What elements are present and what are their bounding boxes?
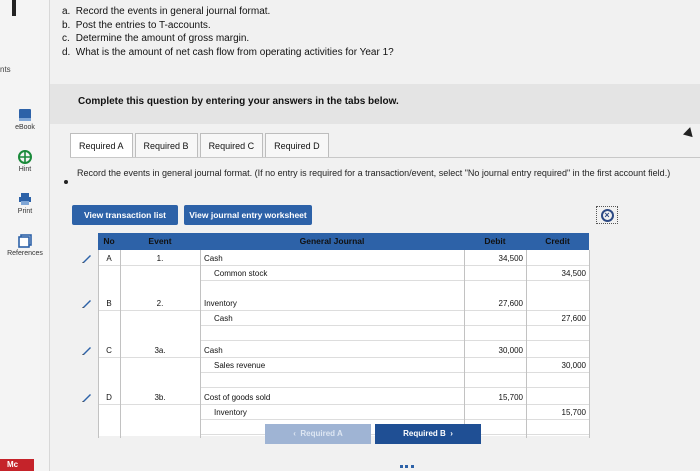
credit-field[interactable] xyxy=(526,251,589,266)
hint-icon xyxy=(18,150,32,164)
header-no: No xyxy=(103,236,115,246)
tab-required-b[interactable]: Required B xyxy=(135,133,198,157)
question-item: a. Record the events in general journal format. xyxy=(62,6,271,17)
ebook-icon xyxy=(18,108,32,122)
credit-field[interactable] xyxy=(526,373,589,388)
account-field[interactable]: Cash xyxy=(200,343,464,358)
grid-line xyxy=(200,250,201,438)
sidebar-item-label: eBook xyxy=(15,124,35,131)
instruction-text: Record the events in general journal format. (If no entry is required for a transaction/event, select "No journal entry required" in the first account field.) xyxy=(77,168,671,178)
grid-line xyxy=(98,250,99,438)
question-item: d. What is the amount of net cash flow from operating activities for Year 1? xyxy=(62,46,394,58)
references-icon xyxy=(18,234,32,248)
question-item: c. Determine the amount of gross margin. xyxy=(62,33,250,44)
debit-field[interactable]: 15,700 xyxy=(464,390,526,405)
drag-handle-icon xyxy=(400,465,414,468)
entry-event-cell: 1. xyxy=(120,251,200,266)
debit-field[interactable]: 34,500 xyxy=(464,251,526,266)
next-tab-button[interactable]: Required B › xyxy=(375,424,481,444)
sidebar-item-label: References xyxy=(7,250,43,257)
account-field[interactable]: Common stock xyxy=(200,266,464,281)
account-field[interactable] xyxy=(200,326,464,341)
entry-event-cell: 2. xyxy=(120,296,200,311)
entry-event-cell: 3a. xyxy=(120,343,200,358)
debit-field[interactable] xyxy=(464,266,526,281)
instruction-band xyxy=(50,84,700,124)
tab-bar xyxy=(70,133,331,157)
account-field[interactable]: Inventory xyxy=(200,296,464,311)
sidebar-item-print[interactable] xyxy=(0,192,50,215)
credit-field[interactable] xyxy=(526,390,589,405)
tab-divider xyxy=(70,157,700,158)
question-list xyxy=(62,5,394,59)
sidebar-item-references[interactable] xyxy=(0,234,50,257)
debit-field[interactable] xyxy=(464,405,526,420)
account-field[interactable]: Cost of goods sold xyxy=(200,390,464,405)
credit-field[interactable]: 34,500 xyxy=(526,266,589,281)
grid-line xyxy=(120,250,121,438)
points-label: nts xyxy=(0,65,11,74)
top-bar-mark xyxy=(12,0,16,16)
account-field[interactable]: Cash xyxy=(200,251,464,266)
print-icon xyxy=(18,192,32,206)
question-item: b. Post the entries to T-accounts. xyxy=(62,19,211,31)
entry-no-cell: A xyxy=(98,251,120,266)
header-account: General Journal xyxy=(299,236,365,246)
sidebar-item-ebook[interactable] xyxy=(0,108,50,131)
credit-field[interactable] xyxy=(526,281,589,296)
view-transaction-list-button[interactable]: View transaction list xyxy=(72,205,178,225)
debit-field[interactable]: 30,000 xyxy=(464,343,526,358)
view-journal-worksheet-button[interactable]: View journal entry worksheet xyxy=(184,205,312,225)
edit-pencil-icon[interactable] xyxy=(81,297,93,309)
debit-field[interactable] xyxy=(464,281,526,296)
credit-field[interactable]: 27,600 xyxy=(526,311,589,326)
edit-pencil-icon[interactable] xyxy=(81,344,93,356)
account-field[interactable] xyxy=(200,373,464,388)
grid-line xyxy=(589,250,590,438)
sidebar xyxy=(0,0,50,471)
entry-no-cell: B xyxy=(98,296,120,311)
credit-field[interactable] xyxy=(526,343,589,358)
entry-no-cell: D xyxy=(98,390,120,405)
close-icon[interactable]: × xyxy=(596,206,618,224)
prev-tab-button[interactable]: ‹ Required A xyxy=(265,424,371,444)
sidebar-item-hint[interactable] xyxy=(0,150,50,173)
sidebar-item-label: Print xyxy=(17,208,33,215)
credit-field[interactable]: 15,700 xyxy=(526,405,589,420)
credit-field[interactable] xyxy=(526,420,589,435)
edit-pencil-icon[interactable] xyxy=(81,391,93,403)
tab-required-a[interactable]: Required A xyxy=(70,133,133,157)
header-debit: Debit xyxy=(484,236,506,246)
instruction-band-text: Complete this question by entering your answers in the tabs below. xyxy=(78,96,399,107)
credit-field[interactable] xyxy=(526,296,589,311)
edit-pencil-icon[interactable] xyxy=(81,252,93,264)
account-field[interactable]: Cash xyxy=(200,311,464,326)
debit-field[interactable]: 27,600 xyxy=(464,296,526,311)
credit-field[interactable] xyxy=(526,326,589,341)
sidebar-item-label: Hint xyxy=(18,166,32,173)
account-field[interactable] xyxy=(200,281,464,296)
grid-line xyxy=(526,250,527,438)
credit-field[interactable]: 30,000 xyxy=(526,358,589,373)
debit-field[interactable] xyxy=(464,358,526,373)
debit-field[interactable] xyxy=(464,373,526,388)
tab-required-d[interactable]: Required D xyxy=(265,133,329,157)
account-field[interactable]: Sales revenue xyxy=(200,358,464,373)
brand-logo: Mc xyxy=(0,459,34,471)
mouse-cursor-icon xyxy=(683,126,695,137)
grid-line xyxy=(464,250,465,438)
debit-field[interactable] xyxy=(464,311,526,326)
bullet-icon xyxy=(64,180,68,184)
tab-required-c[interactable]: Required C xyxy=(200,133,264,157)
header-credit: Credit xyxy=(545,236,570,246)
entry-no-cell: C xyxy=(98,343,120,358)
account-field[interactable]: Inventory xyxy=(200,405,464,420)
header-event: Event xyxy=(148,236,172,246)
debit-field[interactable] xyxy=(464,326,526,341)
entry-event-cell: 3b. xyxy=(120,390,200,405)
